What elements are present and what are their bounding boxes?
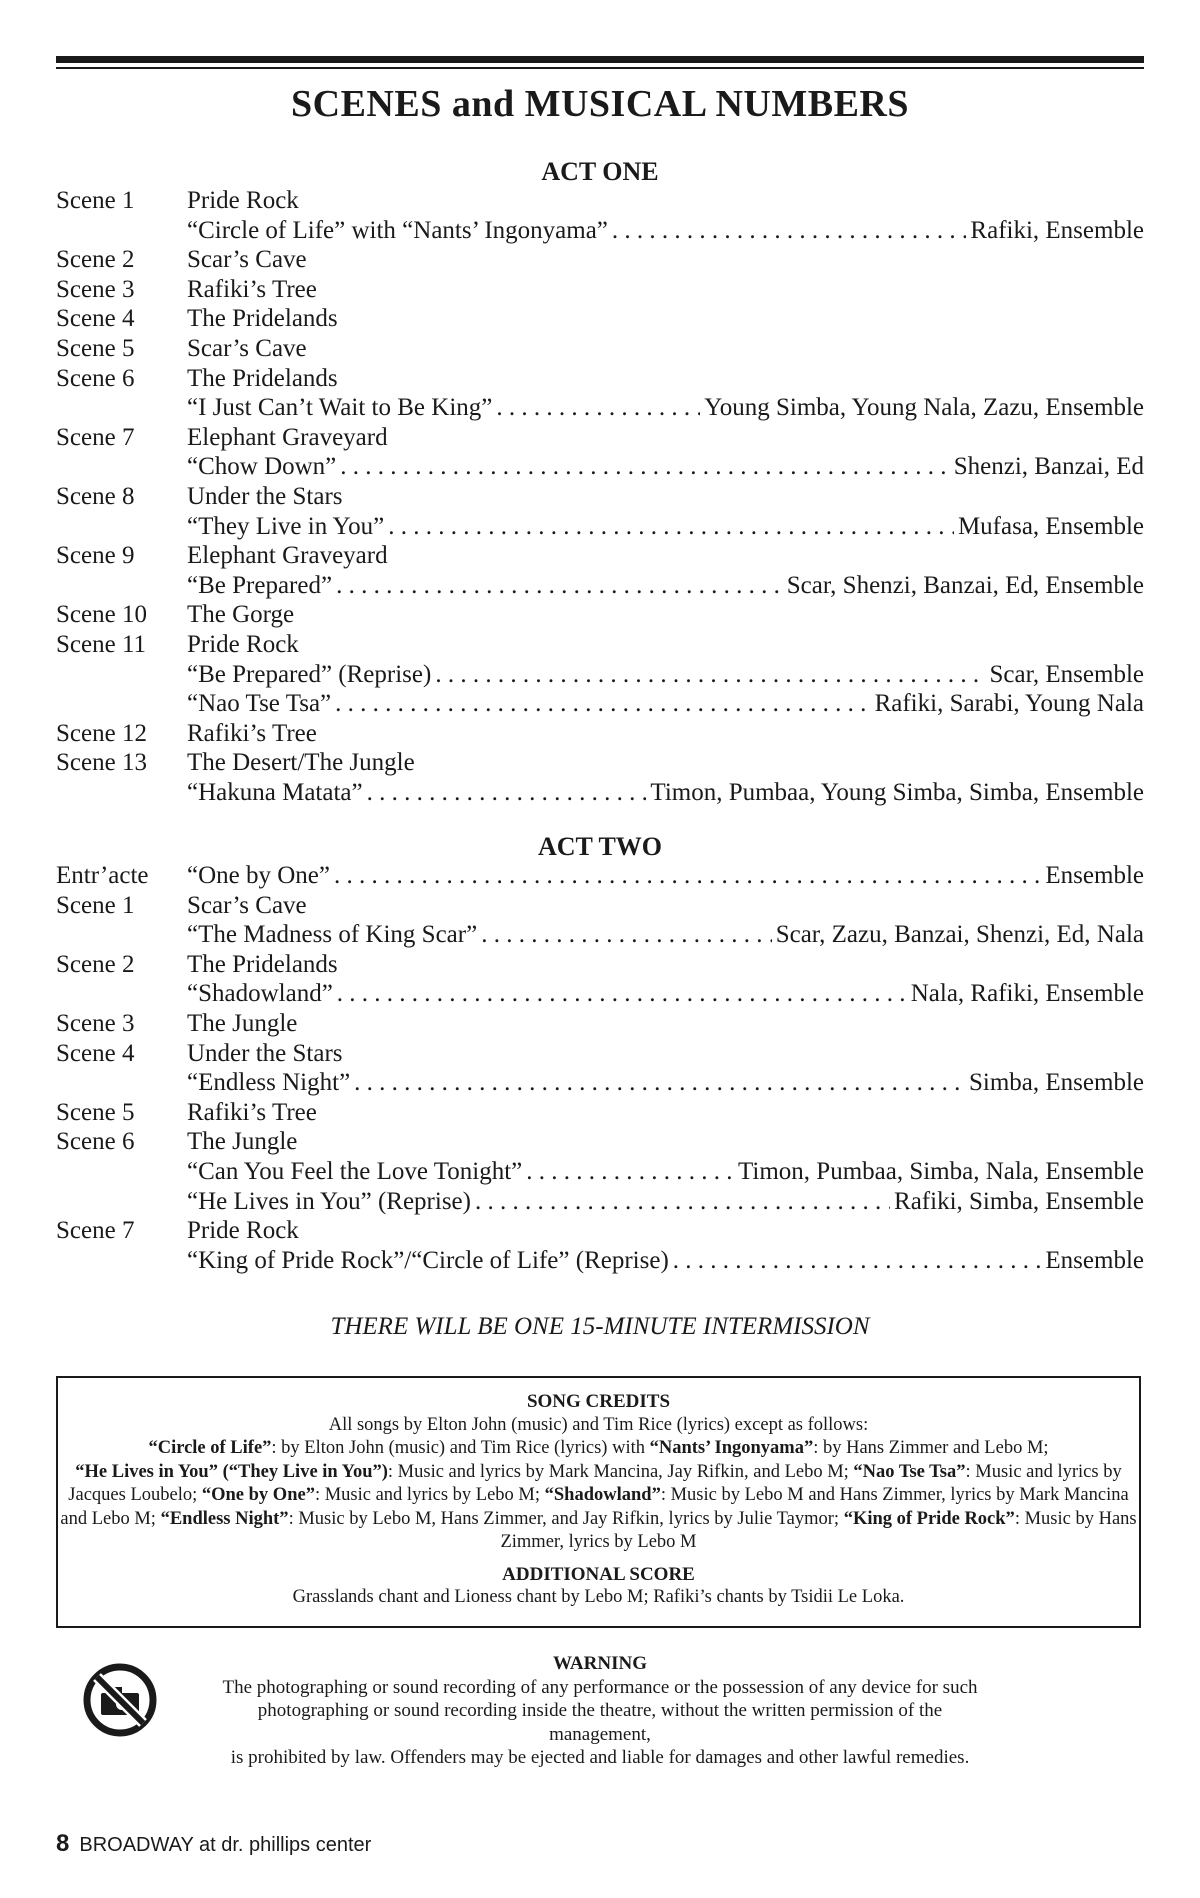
additional-score-heading: ADDITIONAL SCORE: [502, 1563, 695, 1585]
song-line: [187, 861, 1144, 891]
warning-line-2: photographing or sound recording inside the theatre, without the written permission of the management,: [257, 1700, 943, 1745]
scene-label: Scene 6: [56, 364, 135, 392]
song-title: “Circle of Life” with “Nants’ Ingonyama”: [187, 216, 608, 244]
scene-row: [56, 1098, 1144, 1128]
dot-leader: [388, 512, 954, 542]
song-line: [187, 1157, 1144, 1187]
song-performers: Young Simba, Young Nala, Zazu, Ensemble: [704, 394, 1144, 422]
song-row: [56, 452, 1144, 482]
page-footer: [56, 1830, 371, 1858]
credit-onebyone-title: “One by One”: [201, 1485, 315, 1505]
song-title: “Nao Tse Tsa”: [187, 690, 332, 718]
scene-row: [56, 304, 1144, 334]
scene-row: [56, 1009, 1144, 1039]
song-performers: Shenzi, Banzai, Ed: [953, 453, 1144, 481]
scene-row: [56, 245, 1144, 275]
scene-location: The Pridelands: [187, 950, 338, 978]
scene-label: Scene 12: [56, 719, 147, 747]
song-performers: Rafiki, Simba, Ensemble: [894, 1187, 1144, 1215]
song-title: “He Lives in You” (Reprise): [187, 1187, 471, 1215]
top-rule-thick: [56, 56, 1144, 63]
song-performers: Mufasa, Ensemble: [957, 512, 1144, 540]
song-title: “Endless Night”: [187, 1069, 351, 1097]
scene-row: [56, 1039, 1144, 1069]
song-row: [56, 512, 1144, 542]
song-line: [187, 452, 1144, 482]
scene-label: Scene 11: [56, 630, 147, 658]
scene-label: Scene 5: [56, 1098, 135, 1126]
dot-leader: [336, 571, 783, 601]
song-row: [56, 689, 1144, 719]
song-line: [187, 920, 1144, 950]
scene-location: Under the Stars: [187, 482, 343, 510]
song-title: “I Just Can’t Wait to Be King”: [187, 394, 493, 422]
page-title: SCENES and MUSICAL NUMBERS: [291, 83, 909, 125]
act-one-heading: ACT ONE: [541, 157, 659, 186]
song-credits-intro: All songs by Elton John (music) and Tim Rice (lyrics) except as follows:: [328, 1414, 869, 1435]
scene-row: [56, 541, 1144, 571]
scene-location: The Gorge: [187, 601, 295, 629]
credit-nants-text: : by Hans Zimmer and Lebo M;: [813, 1438, 1049, 1458]
scene-label: Scene 10: [56, 601, 147, 629]
scene-location: Rafiki’s Tree: [187, 719, 317, 747]
song-title: “They Live in You”: [187, 512, 385, 540]
song-title: “Hakuna Matata”: [187, 778, 363, 806]
credit-helives-title: “He Lives in You” (“They Live in You”): [75, 1461, 388, 1482]
song-line: [187, 571, 1144, 601]
song-row: [56, 660, 1144, 690]
scene-row: [56, 364, 1144, 394]
song-title: “Shadowland”: [187, 980, 333, 1008]
song-credits-box: [56, 1376, 1141, 1628]
scene-location: The Pridelands: [187, 305, 338, 333]
scene-row: [56, 600, 1144, 630]
scene-label: Scene 7: [56, 1217, 135, 1245]
dot-leader: [481, 920, 772, 950]
song-performers: Ensemble: [1045, 862, 1144, 889]
scene-label: Scene 13: [56, 749, 147, 777]
scene-location: Pride Rock: [187, 1217, 299, 1245]
scene-label: Scene 5: [56, 334, 135, 362]
scene-location: Elephant Graveyard: [187, 423, 388, 451]
scene-location: Rafiki’s Tree: [187, 275, 317, 303]
song-line: [187, 512, 1144, 542]
song-performers: Simba, Ensemble: [969, 1069, 1144, 1097]
scene-label: Scene 1: [56, 891, 135, 919]
scene-label: Scene 6: [56, 1128, 135, 1156]
song-row: [56, 216, 1144, 246]
warning-block: [210, 1652, 990, 1770]
song-row: [56, 979, 1144, 1009]
song-line: [187, 1187, 1144, 1217]
scene-label: Scene 9: [56, 542, 135, 570]
credit-helives-text: : Music and lyrics by Mark Mancina, Jay Rifkin, and Lebo M;: [387, 1461, 854, 1482]
song-row: [56, 1068, 1144, 1098]
dot-leader: [496, 393, 700, 423]
song-title: “Be Prepared”: [187, 571, 333, 599]
page-number: 8: [56, 1830, 70, 1857]
credit-circle-title: “Circle of Life”: [148, 1438, 272, 1458]
dot-leader: [367, 778, 647, 808]
song-row: [56, 861, 1144, 891]
song-line: [187, 979, 1144, 1009]
credit-kingpride-title: “King of Pride Rock”: [843, 1508, 1015, 1529]
scene-row: [56, 334, 1144, 364]
dot-leader: [334, 861, 1041, 891]
credit-nants-title: “Nants’ Ingonyama”: [649, 1438, 814, 1458]
song-performers: Timon, Pumbaa, Simba, Nala, Ensemble: [738, 1157, 1144, 1185]
scene-row: [56, 950, 1144, 980]
scene-label: Scene 1: [56, 187, 135, 214]
credit-shadowland-text: : Music by Lebo M and Hans Zimmer, lyrics by Mark Mancina and Lebo M;: [60, 1485, 1129, 1529]
song-line: [187, 1068, 1144, 1098]
warning-line-1: The photographing or sound recording of any performance or the possession of any device for such: [222, 1676, 978, 1698]
credit-onebyone-text: : Music and lyrics by Lebo M;: [314, 1485, 545, 1505]
scene-row: [56, 275, 1144, 305]
dot-leader: [335, 689, 870, 719]
scene-location: Under the Stars: [187, 1039, 343, 1067]
top-rule-thin: [56, 67, 1144, 69]
dot-leader: [475, 1187, 890, 1217]
song-line: [187, 393, 1144, 423]
song-line: [187, 660, 1144, 690]
credit-nao-text: : Music and lyrics by Jacques Loubelo;: [68, 1461, 1122, 1505]
song-credits-heading: SONG CREDITS: [526, 1391, 671, 1412]
song-line: [187, 689, 1144, 719]
dot-leader: [526, 1157, 734, 1187]
dot-leader: [673, 1246, 1042, 1276]
song-line: [187, 778, 1144, 808]
scene-row: [56, 891, 1144, 921]
scene-label: Scene 3: [56, 275, 135, 303]
scene-row: [56, 482, 1144, 512]
scene-row: [56, 1127, 1144, 1157]
scene-location: Pride Rock: [187, 630, 299, 658]
scene-location: The Jungle: [187, 1009, 298, 1037]
song-row: [56, 1187, 1144, 1217]
song-title: “Can You Feel the Love Tonight”: [187, 1157, 523, 1185]
song-row: [56, 1246, 1144, 1276]
song-row: [56, 778, 1144, 808]
song-performers: Rafiki, Sarabi, Young Nala: [874, 690, 1144, 718]
scene-location: The Desert/The Jungle: [187, 749, 415, 777]
scene-label: Entr’acte: [56, 862, 149, 889]
song-performers: Scar, Shenzi, Banzai, Ed, Ensemble: [786, 571, 1144, 599]
song-title: “One by One”: [187, 862, 330, 889]
scene-label: Scene 4: [56, 305, 135, 333]
scene-row: [56, 186, 1144, 216]
scene-row: [56, 423, 1144, 453]
scene-label: Scene 2: [56, 246, 135, 274]
publication-name: BROADWAY at dr. phillips center: [79, 1834, 372, 1856]
no-camera-icon: [82, 1662, 158, 1738]
scene-row: [56, 719, 1144, 749]
scene-location: The Jungle: [187, 1128, 298, 1156]
scene-row: [56, 630, 1144, 660]
dot-leader: [435, 660, 985, 690]
song-title: “King of Pride Rock”/“Circle of Life” (Reprise): [187, 1246, 669, 1274]
song-row: [56, 920, 1144, 950]
credit-circle-text: : by Elton John (music) and Tim Rice (lyrics) with: [271, 1438, 650, 1458]
dot-leader: [612, 216, 967, 246]
scene-row: [56, 1216, 1144, 1246]
dot-leader: [340, 452, 949, 482]
scene-location: The Pridelands: [187, 364, 338, 392]
dot-leader: [354, 1068, 965, 1098]
song-performers: Ensemble: [1045, 1246, 1144, 1274]
song-performers: Rafiki, Ensemble: [970, 216, 1144, 244]
act-two-heading: ACT TWO: [537, 832, 663, 861]
scene-label: Scene 3: [56, 1009, 135, 1037]
song-line: [187, 1246, 1144, 1276]
scene-label: Scene 4: [56, 1039, 135, 1067]
warning-line-3: is prohibited by law. Offenders may be ejected and liable for damages and other lawful remedies.: [230, 1747, 970, 1768]
scene-label: Scene 7: [56, 423, 135, 451]
act-one-listing: [56, 186, 1144, 807]
song-performers: Scar, Ensemble: [989, 660, 1144, 688]
scene-row: [56, 748, 1144, 778]
credit-endless-text: : Music by Lebo M, Hans Zimmer, and Jay Rifkin, lyrics by Julie Taymor;: [288, 1508, 844, 1529]
act-two-listing: [56, 861, 1144, 1275]
song-row: [56, 393, 1144, 423]
credit-kingpride-text: : Music by Hans Zimmer, lyrics by Lebo M: [500, 1508, 1137, 1552]
additional-score-text: Grasslands chant and Lioness chant by Lebo M; Rafiki’s chants by Tsidii Le Loka.: [292, 1587, 905, 1607]
song-title: “The Madness of King Scar”: [187, 921, 478, 949]
credit-nao-title: “Nao Tse Tsa”: [853, 1461, 966, 1482]
intermission-notice: THERE WILL BE ONE 15-MINUTE INTERMISSION: [330, 1313, 870, 1340]
song-title: “Be Prepared” (Reprise): [187, 660, 432, 688]
scene-location: Scar’s Cave: [187, 891, 307, 919]
song-row: [56, 1157, 1144, 1187]
scene-location: Scar’s Cave: [187, 334, 307, 362]
song-credits-body: [58, 1437, 1139, 1555]
credit-shadowland-title: “Shadowland”: [544, 1485, 661, 1505]
scene-label: Scene 2: [56, 950, 135, 978]
warning-heading: WARNING: [553, 1653, 647, 1674]
song-line: [187, 216, 1144, 246]
dot-leader: [337, 979, 907, 1009]
song-performers: Nala, Rafiki, Ensemble: [910, 980, 1144, 1008]
scene-location: Rafiki’s Tree: [187, 1098, 317, 1126]
credit-endless-title: “Endless Night”: [160, 1508, 289, 1529]
scene-location: Elephant Graveyard: [187, 542, 388, 570]
scene-location: Pride Rock: [187, 187, 299, 214]
scene-location: Scar’s Cave: [187, 246, 307, 274]
scene-label: Scene 8: [56, 482, 135, 510]
song-row: [56, 571, 1144, 601]
song-title: “Chow Down”: [187, 453, 337, 481]
song-performers: Scar, Zazu, Banzai, Shenzi, Ed, Nala: [775, 921, 1144, 949]
song-performers: Timon, Pumbaa, Young Simba, Simba, Ensemble: [650, 778, 1144, 806]
